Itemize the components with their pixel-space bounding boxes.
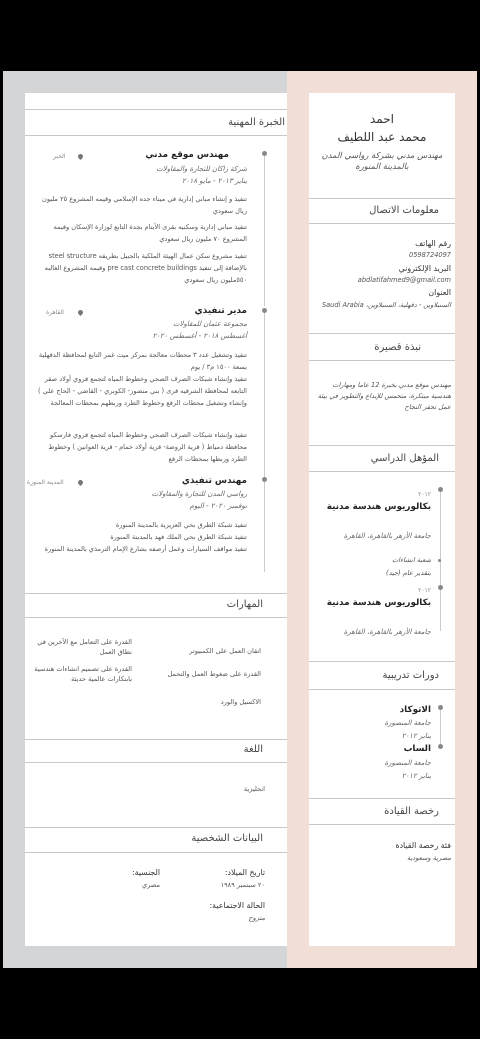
phone-label: رقم الهاتف	[415, 239, 451, 248]
timeline-dot	[438, 705, 443, 710]
divider	[25, 852, 287, 853]
skill-item: الاكسيل والورد	[220, 698, 261, 706]
course-name: الساب	[403, 744, 431, 754]
job-bullet: تنفيذ وإنشاء شبكات الصرف الصحي وخطوط المياه لتجمع قروي أولاد صقر التابعه لمحافظة الشرقيه قرى ( بني منصور- الكوبري - القاضي - الحاج علي ) وإنشاء وتشغيل محطات الرفع وخطوط الطرد وربطهم بمحطات المعالجة	[37, 375, 247, 407]
experience-heading: الخبرة المهنية	[228, 117, 285, 128]
nationality-value: مصري	[141, 881, 160, 889]
education-note: شعبة انشاءات	[391, 556, 431, 564]
timeline-dot	[438, 487, 443, 492]
divider	[309, 798, 455, 799]
course-name: الاتوكاد	[399, 705, 431, 715]
license-heading: رخصة القيادة	[384, 806, 439, 817]
skill-item: القدرة على التعامل مع الآخرين في نطاق العمل	[37, 638, 132, 656]
job-location: القاهرة	[46, 309, 64, 316]
divider	[309, 661, 455, 662]
divider	[309, 198, 455, 199]
education-degree: بكالوريوس هندسة مدنية	[326, 598, 431, 608]
education-school: جامعة الأزهر بالقاهرة، القاهرة	[343, 628, 431, 636]
divider	[25, 827, 287, 828]
divider	[25, 617, 287, 618]
sidebar-card	[309, 93, 455, 946]
job-company: رواسي المدن للتجارة والمقاولات	[151, 490, 247, 498]
job-bullet: تنفيذ شبكة الطرق بحي العزيزية بالمدينة المنورة	[115, 521, 247, 529]
timeline-dot	[438, 744, 443, 749]
resume-page	[3, 71, 477, 968]
divider	[309, 824, 455, 825]
skill-item: القدرة على ضغوط العمل والتحمل	[167, 670, 261, 678]
divider	[309, 223, 455, 224]
divider	[309, 471, 455, 472]
profile-title: مهندس مدني بشركة رواسي المدن بالمدينة المنورة	[321, 150, 443, 171]
skills-heading: المهارات	[226, 599, 263, 610]
birth-value: ٢٠ سبتمبر ١٩٨٩	[220, 881, 265, 889]
job-bullet: تنفيذ و إنشاء مباني إدارية في ميناء جده الإسلامي وقيمه المشروع ٢٥ مليون ريال سعودي	[42, 195, 247, 215]
job-bullet: تنفيذ وإنشاء شبكات الصرف الصحي وخطوط المياه لتجمع قروي فارسكو محافظة دمياط ( قرية الروضة- قرية أولاد خمام - قرية العوانين ) وخطوط الطرد وربطها بمحطات الرفع	[48, 431, 247, 463]
timeline-line	[264, 156, 265, 306]
birth-label: تاريخ الميلاد:	[224, 868, 265, 877]
email-label: البريد الإلكتروني	[398, 264, 451, 273]
license-label: فئة رخصة القيادة	[395, 841, 451, 850]
job-bullet: تنفيذ مشروع سكن عمال الهيئة الملكية بالجبيل بطريقه steel structure بالإضافة إلى تنفيذ pre cast concrete buildings وقيمه المشروع الغالبه ٥٥٠مليون ريال سعودي	[44, 252, 247, 284]
education-date: ٢٠١٢	[418, 587, 431, 594]
languages-heading: اللغة	[243, 744, 263, 755]
timeline-dot	[438, 585, 443, 590]
divider	[309, 360, 455, 361]
divider	[309, 333, 455, 334]
summary-text: مهندس موقع مدني بخبرة 12 عاما ومهارات هندسية مبتكرة، متحمس للإبداع والتطوير في بيئة عمل تحفز النجاح	[317, 381, 451, 411]
email-value: abdlatifahmed9@gmail.com	[357, 276, 451, 284]
contact-heading: معلومات الاتصال	[369, 205, 439, 216]
address-label: العنوان	[428, 288, 451, 297]
job-period: نوفمبر ٢٠٢٠ - اليوم	[189, 502, 247, 510]
timeline-line	[440, 708, 441, 748]
job-company: شركة زاكان للتجارة والمقاولات	[156, 165, 247, 173]
divider	[25, 135, 287, 136]
location-pin-icon	[77, 309, 84, 316]
divider	[25, 739, 287, 740]
course-date: يناير ٢٠١٢	[401, 732, 431, 740]
education-heading: المؤهل الدراسي	[370, 453, 439, 464]
skill-item: اتقان العمل على الكمبيوتر	[189, 647, 261, 655]
timeline-line	[264, 482, 265, 572]
job-title: مهندس تنفيذي	[181, 476, 247, 486]
divider	[309, 445, 455, 446]
job-period: أغسطس ٢٠١٨ - أغسطس ٢٠٢٠	[152, 332, 247, 340]
nationality-label: الجنسية:	[131, 868, 160, 877]
job-bullet: تنفيذ مواقف السيارات وعمل أرصفه بشارع الإمام الترمذي بالمدينة المنورة	[44, 545, 247, 553]
education-date: ٢٠١٢	[418, 491, 431, 498]
bullet-dot	[438, 559, 441, 562]
course-school: جامعة المنصورة	[384, 719, 431, 727]
divider	[25, 593, 287, 594]
education-note: بتقدير عام (جيد)	[386, 569, 431, 577]
address-value: السنبلاوين - دقهلية، السنبلاوين، Saudi Arabia	[321, 301, 451, 309]
job-bullet: تنفيذ شبكة الطرق بحي الملك فهد بالمدينة المنورة	[110, 533, 247, 541]
job-bullet: تنفيذ مباني إدارية وسكنيه بقرى الأيتام بجدة التابع لوزارة الإسكان وقيمه المشروع ٧٠ مليون ريال سعودي	[53, 223, 247, 243]
job-location: المدينة المنورة	[27, 479, 64, 486]
phone-value: 0598724097	[409, 251, 451, 259]
course-date: يناير ٢٠١٢	[401, 772, 431, 780]
job-location: الخبر	[53, 153, 66, 160]
course-school: جامعة المنصورة	[384, 759, 431, 767]
education-school: جامعة الأزهر بالقاهرة، القاهرة	[343, 532, 431, 540]
job-company: مجموعة عثمان للمقاولات	[172, 320, 247, 328]
location-pin-icon	[77, 479, 84, 486]
job-bullet: تنفيذ وتشغيل عدد ٣ محطات معالجة بمركز ميت غمر التابع لمحافظة الدقهلية بسعة ١٥٠٠ م٣ / يوم	[38, 351, 247, 371]
marital-label: الحالة الاجتماعية:	[209, 901, 265, 910]
summary-heading: نبذة قصيرة	[374, 342, 421, 353]
job-title: مدير تنفيذي	[194, 306, 247, 316]
skill-item: القدرة على تصميم انشاءات هندسية بابتكارات عالمية حديثة	[34, 665, 132, 683]
main-card	[25, 93, 287, 946]
timeline-line	[264, 313, 265, 478]
courses-heading: دورات تدريبية	[382, 670, 439, 681]
divider	[25, 762, 287, 763]
marital-value: متزوج	[248, 914, 265, 922]
profile-name: احمد محمد عبد اللطيف	[337, 112, 427, 144]
license-value: مصرية وسعودية	[407, 854, 451, 862]
divider	[25, 109, 287, 110]
education-degree: بكالوريوس هندسة مدنية	[326, 502, 431, 512]
job-title: مهندس موقع مدني	[145, 150, 229, 160]
job-period: يناير ٢٠١٣ - مايو ٢٠١٨	[182, 177, 247, 185]
language-item: انجليزية	[243, 785, 265, 793]
personal-heading: البيانات الشخصية	[191, 833, 263, 844]
divider	[309, 689, 455, 690]
location-pin-icon	[77, 153, 84, 160]
